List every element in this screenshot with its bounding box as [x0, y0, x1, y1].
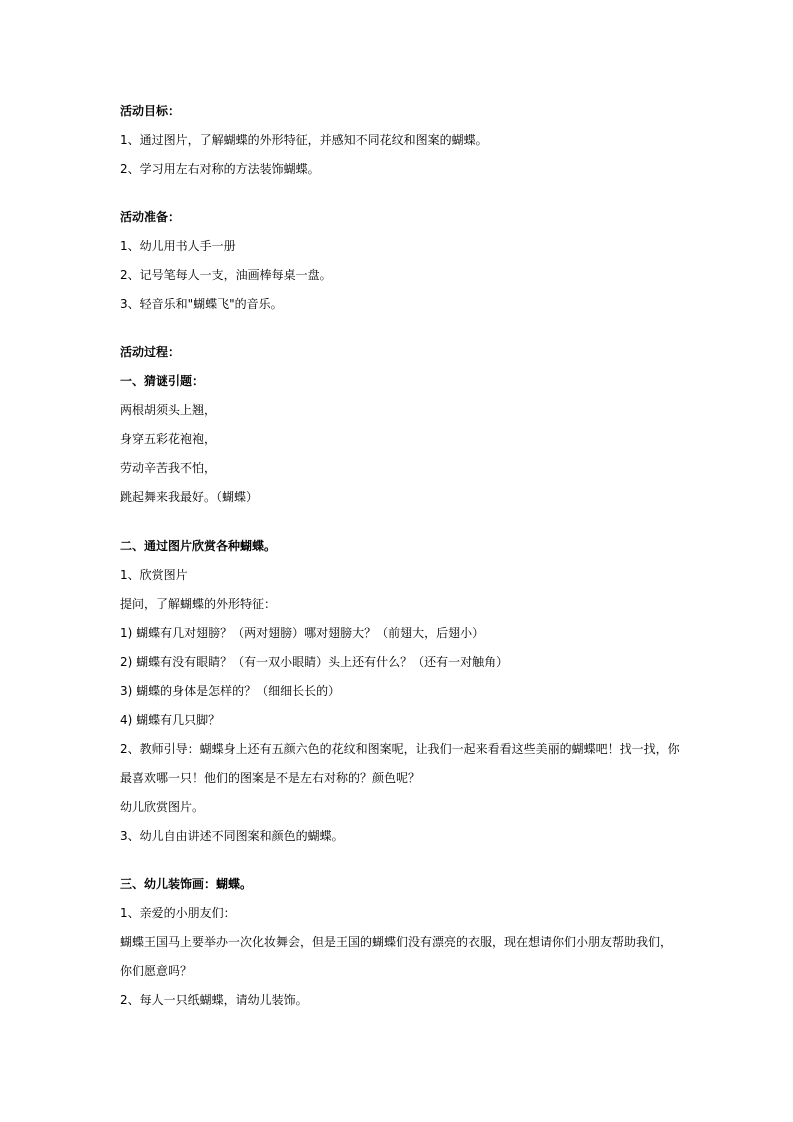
section1-title: 一、猜谜引题：	[120, 374, 205, 388]
section2-line-9: 幼儿欣赏图片。	[120, 800, 205, 814]
section2-line-1: 1、欣赏图片	[120, 568, 188, 582]
section3-line-2: 蝴蝶王国马上要举办一次化妆舞会，但是王国的蝴蝶们没有漂亮的衣服，现在想请你们小朋友帮助我们，	[120, 935, 673, 949]
section3-line-1: 1、亲爱的小朋友们：	[120, 906, 236, 920]
section2-line-3: 1) 蝴蝶有几对翅膀？（两对翅膀）哪对翅膀大？（前翅大，后翅小）	[120, 626, 485, 640]
section2-line-7: 2、教师引导：蝴蝶身上还有五颜六色的花纹和图案呢，让我们一起来看看这些美丽的蝴蝶吧！找一找，你	[120, 742, 680, 756]
prep-heading: 活动准备：	[120, 210, 181, 224]
riddle-line-1: 两根胡须头上翘，	[120, 403, 217, 417]
prep-item-3: 3、轻音乐和"蝴蝶飞"的音乐。	[120, 297, 283, 311]
section3-title: 三、幼儿装饰画：蝴蝶。	[120, 877, 253, 891]
goals-heading: 活动目标：	[120, 104, 181, 118]
section2-line-6: 4) 蝴蝶有几只脚？	[120, 713, 221, 727]
section2-line-8: 最喜欢哪一只！他们的图案是不是左右对称的？颜色呢？	[120, 771, 421, 785]
section2-line-10: 3、幼儿自由讲述不同图案和颜色的蝴蝶。	[120, 829, 344, 843]
riddle-line-4: 跳起舞来我最好。（蝴蝶）	[120, 490, 259, 504]
goal-item-1: 1、通过图片，了解蝴蝶的外形特征，并感知不同花纹和图案的蝴蝶。	[120, 133, 488, 147]
section2-line-2: 提问，了解蝴蝶的外形特征：	[120, 597, 277, 611]
prep-item-1: 1、幼儿用书人手一册	[120, 239, 236, 253]
riddle-line-2: 身穿五彩花袍袍，	[120, 432, 217, 446]
section3-line-3: 你们愿意吗？	[120, 964, 193, 978]
section3-line-4: 2、每人一只纸蝴蝶，请幼儿装饰。	[120, 993, 308, 1007]
prep-item-2: 2、记号笔每人一支，油画棒每桌一盘。	[120, 268, 332, 282]
section2-title: 二、通过图片欣赏各种蝴蝶。	[120, 539, 277, 553]
section2-line-4: 2) 蝴蝶有没有眼睛？（有一双小眼睛）头上还有什么？（还有一对触角）	[120, 655, 509, 669]
process-heading: 活动过程：	[120, 345, 181, 359]
riddle-line-3: 劳动辛苦我不怕，	[120, 461, 217, 475]
section2-line-5: 3) 蝴蝶的身体是怎样的？（细细长长的）	[120, 684, 341, 698]
goal-item-2: 2、学习用左右对称的方法装饰蝴蝶。	[120, 162, 320, 176]
